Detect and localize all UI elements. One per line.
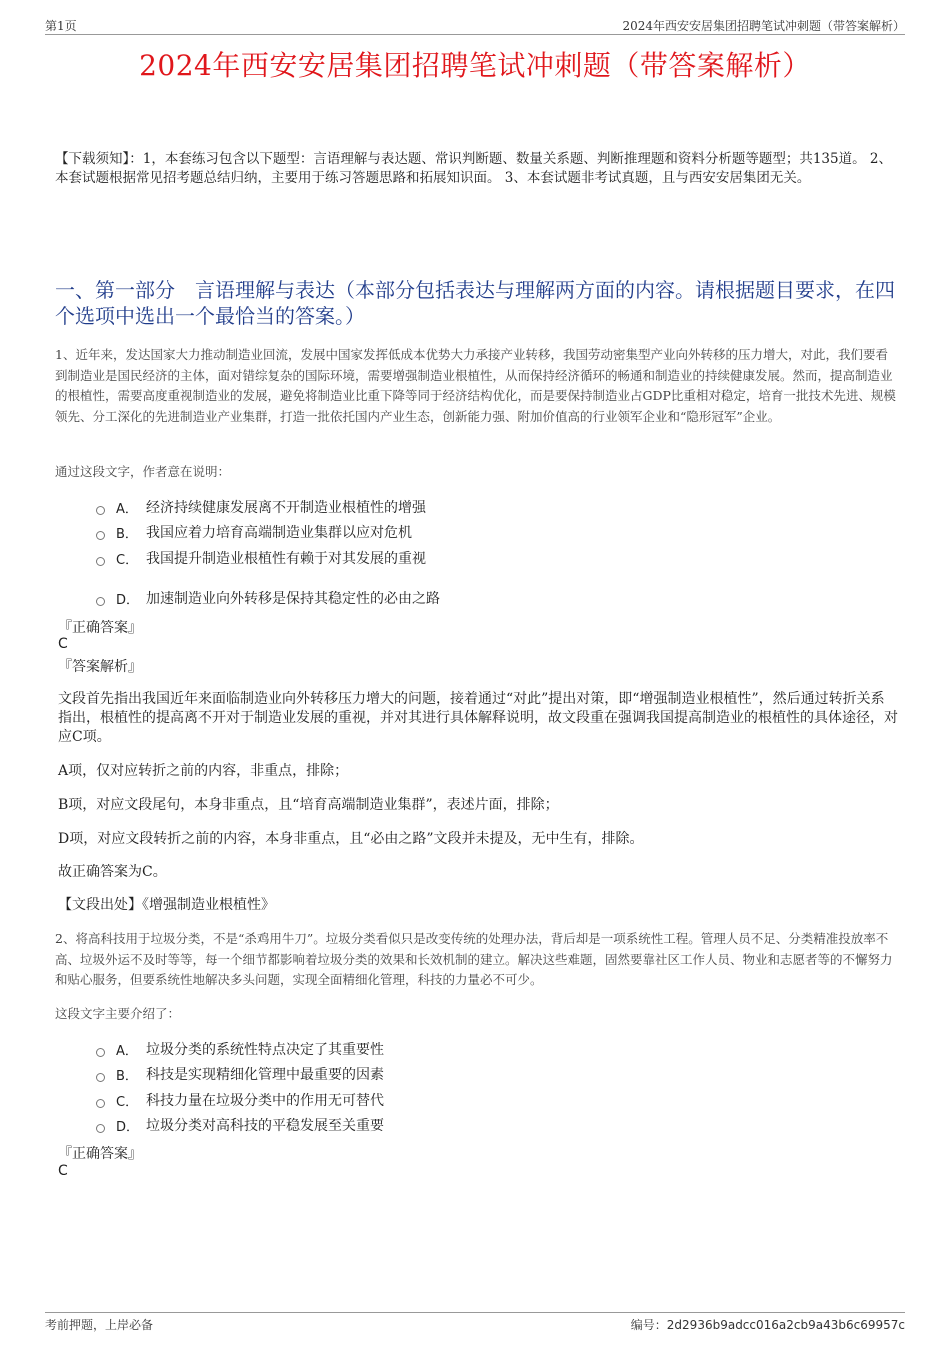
code-value: 2d2936b9adcc016a2cb9a43b6c69957c: [666, 1318, 905, 1332]
source-citation: 【文段出处】《增强制造业根植性》: [58, 897, 275, 913]
question-2-option-a[interactable]: [96, 1039, 384, 1059]
question-2-prompt: 这段文字主要介绍了：: [55, 1006, 181, 1021]
question-2-option-d[interactable]: [96, 1115, 384, 1135]
radio-button-icon[interactable]: [96, 531, 105, 540]
page-header: [45, 14, 905, 35]
download-notice: 【下载须知】：1，本套练习包含以下题型：言语理解与表达题、常识判断题、数量关系题、判断推理题和资料分析题等题型；共135道。 2、本套试题根据常见招考题总结归纳，主要用于练习答题思路和拓展知识面。 3、本套试题非考试真题，且与西安安居集团无关。: [55, 151, 892, 186]
analysis-note-a: A项，仅对应转折之前的内容，非重点，排除；: [58, 763, 349, 779]
answer-label-2: 『正确答案』: [58, 1146, 142, 1162]
analysis-note-d: D项，对应文段转折之前的内容，本身非重点，且“必由之路”文段并未提及，无中生有，排除。: [58, 831, 644, 847]
option-text: 科技是实现精细化管理中最重要的因素: [146, 1067, 384, 1083]
question-2-option-c[interactable]: [96, 1090, 384, 1110]
radio-button-icon[interactable]: [96, 506, 105, 515]
option-text: 科技力量在垃圾分类中的作用无可替代: [146, 1093, 384, 1109]
option-letter: A．: [116, 1043, 138, 1059]
analysis-note-b: B项，对应文段尾句，本身非重点，且“培育高端制造业集群”，表述片面，排除；: [58, 797, 559, 813]
document-code: [631, 1316, 905, 1333]
page-number: 第1页: [45, 19, 77, 33]
option-letter: D．: [116, 1119, 140, 1135]
option-text: 垃圾分类对高科技的平稳发展至关重要: [146, 1118, 384, 1134]
radio-button-icon[interactable]: [96, 557, 105, 566]
radio-button-icon[interactable]: [96, 1099, 105, 1108]
radio-button-icon[interactable]: [96, 597, 105, 606]
option-letter: B．: [116, 526, 138, 542]
radio-button-icon[interactable]: [96, 1124, 105, 1133]
question-1-option-d[interactable]: [96, 588, 440, 608]
option-text: 我国应着力培育高端制造业集群以应对危机: [146, 525, 412, 541]
question-2-text: 2、将高科技用于垃圾分类，不是“杀鸡用牛刀”。垃圾分类看似只是改变传统的处理办法，背后却是一项系统性工程。管理人员不足、分类精准投放率不高、垃圾外运不及时等等，每一个细节都影响着垃圾分类的效果和长效机制的建立。解决这些难题，固然要靠社区工作人员、物业和志愿者等的不懈努力和贴心服务，但要系统性地解决多头问题，实现全面精细化管理，科技的力量必不可少。: [55, 931, 893, 987]
option-letter: C．: [116, 552, 139, 568]
question-1-text: 1、近年来，发达国家大力推动制造业回流，发展中国家发挥低成本优势大力承接产业转移，我国劳动密集型产业向外转移的压力增大，对此，我们要看到制造业是国民经济的主体，面对错综复杂的国际环境，需要增强制造业根植性，从而保持经济循环的畅通和制造业的持续健康发展。然而，提高制造业的根植性，需要高度重视制造业的发展，避免将制造业比重下降等同于经济结构优化，而是要保持制造业占GDP比重相对稳定，培育一批技术先进、规模领先、分工深化的先进制造业产业集群，打造一批依托国内产业生态，创新能力强、附加价值高的行业领军企业和“隐形冠军”企业。: [55, 347, 896, 424]
question-1-option-a[interactable]: [96, 497, 426, 517]
question-1-prompt: 通过这段文字，作者意在说明：: [55, 464, 231, 479]
section-heading: 一、第一部分 言语理解与表达（本部分包括表达与理解两方面的内容。请根据题目要求，在四个选项中选出一个最恰当的答案。）: [55, 278, 895, 328]
document-title: 2024年西安安居集团招聘笔试冲刺题（带答案解析）: [139, 49, 811, 82]
radio-button-icon[interactable]: [96, 1048, 105, 1057]
header-doc-title: 2024年西安安居集团招聘笔试冲刺题（带答案解析）: [622, 19, 905, 33]
answer-value-2: C: [58, 1163, 68, 1179]
answer-label: 『正确答案』: [58, 620, 142, 636]
question-2-option-b[interactable]: [96, 1064, 384, 1084]
option-text: 加速制造业向外转移是保持其稳定性的必由之路: [146, 591, 440, 607]
analysis-label: 『答案解析』: [58, 659, 142, 675]
option-text: 垃圾分类的系统性特点决定了其重要性: [146, 1042, 384, 1058]
option-letter: A．: [116, 501, 138, 517]
code-label: 编号：: [630, 1318, 667, 1332]
option-letter: D．: [116, 592, 140, 608]
analysis-text: 文段首先指出我国近年来面临制造业向外转移压力增大的问题，接着通过“对此”提出对策，即“增强制造业根植性”，然后通过转折关系指出，根植性的提高离不开对于制造业发展的重视，并对其进行具体解释说明，故文段重在强调我国提高制造业的根植性的具体途径，对应C项。: [58, 691, 898, 745]
footer-slogan: 考前押题，上岸必备: [45, 1318, 154, 1332]
answer-value: C: [58, 636, 68, 652]
analysis-conclusion: 故正确答案为C。: [58, 864, 167, 880]
option-letter: B．: [116, 1068, 138, 1084]
radio-button-icon[interactable]: [96, 1073, 105, 1082]
option-text: 经济持续健康发展离不开制造业根植性的增强: [146, 500, 426, 516]
option-letter: C．: [116, 1094, 139, 1110]
option-text: 我国提升制造业根植性有赖于对其发展的重视: [146, 551, 426, 567]
question-1-option-b[interactable]: [96, 522, 412, 542]
question-1-option-c[interactable]: [96, 548, 426, 568]
page-footer: [45, 1312, 905, 1333]
